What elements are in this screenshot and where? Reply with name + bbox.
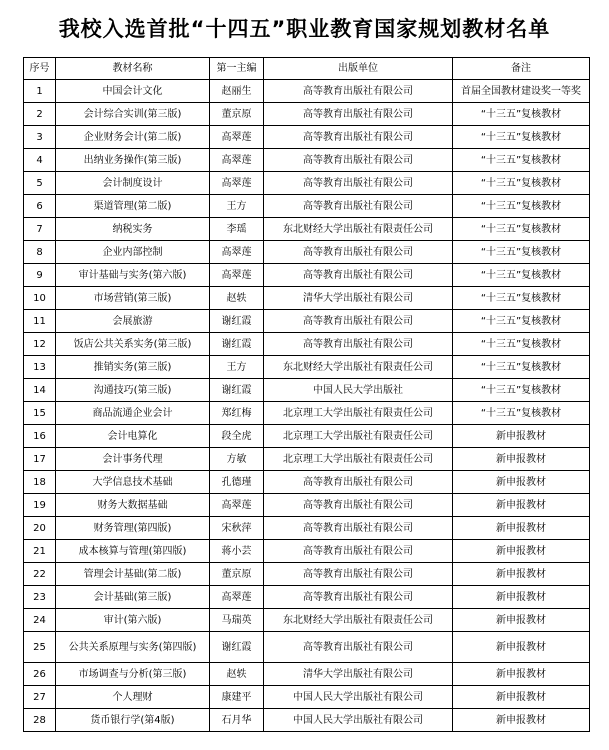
- publisher-cell: 高等教育出版社有限公司: [264, 563, 453, 586]
- table-row: [24, 241, 590, 264]
- row-no-cell: 22: [24, 563, 56, 586]
- chief-editor-cell: 高翠莲: [210, 172, 264, 195]
- table-body: [24, 80, 590, 732]
- publisher-cell: 高等教育出版社有限公司: [264, 126, 453, 149]
- textbook-name-cell: 会展旅游: [56, 310, 210, 333]
- textbook-name-cell: 管理会计基础(第二版): [56, 563, 210, 586]
- textbook-name-cell: 市场营销(第三版): [56, 287, 210, 310]
- table-row: [24, 287, 590, 310]
- table-row: [24, 379, 590, 402]
- chief-editor-cell: 高翠莲: [210, 241, 264, 264]
- publisher-cell: 高等教育出版社有限公司: [264, 310, 453, 333]
- table-row: [24, 356, 590, 379]
- table-row: [24, 126, 590, 149]
- publisher-cell: 北京理工大学出版社有限责任公司: [264, 425, 453, 448]
- chief-editor-cell: 方敏: [210, 448, 264, 471]
- row-no-cell: 18: [24, 471, 56, 494]
- chief-editor-cell: 段全虎: [210, 425, 264, 448]
- remarks-cell: “十三五”复核教材: [453, 402, 590, 425]
- textbook-name-cell: 推销实务(第三版): [56, 356, 210, 379]
- textbook-name-cell: 中国会计文化: [56, 80, 210, 103]
- textbook-name-cell: 渠道管理(第二版): [56, 195, 210, 218]
- table-row: [24, 218, 590, 241]
- table-row: [24, 103, 590, 126]
- table-row: [24, 195, 590, 218]
- textbook-name-cell: 出纳业务操作(第三版): [56, 149, 210, 172]
- row-no-cell: 4: [24, 149, 56, 172]
- row-no-cell: 12: [24, 333, 56, 356]
- publisher-cell: 北京理工大学出版社有限责任公司: [264, 448, 453, 471]
- textbook-name-cell: 货币银行学(第4版): [56, 709, 210, 732]
- chief-editor-cell: 高翠莲: [210, 126, 264, 149]
- publisher-cell: 高等教育出版社有限公司: [264, 632, 453, 663]
- remarks-cell: “十三五”复核教材: [453, 241, 590, 264]
- chief-editor-cell: 董京原: [210, 103, 264, 126]
- row-no-cell: 9: [24, 264, 56, 287]
- publisher-cell: 高等教育出版社有限公司: [264, 494, 453, 517]
- chief-editor-cell: 马瑞英: [210, 609, 264, 632]
- row-no-cell: 27: [24, 686, 56, 709]
- table-row: [24, 402, 590, 425]
- remarks-cell: 新申报教材: [453, 425, 590, 448]
- remarks-cell: “十三五”复核教材: [453, 356, 590, 379]
- table-row: [24, 709, 590, 732]
- textbook-name-cell: 会计综合实训(第三版): [56, 103, 210, 126]
- table-row: [24, 333, 590, 356]
- textbook-name-cell: 沟通技巧(第三版): [56, 379, 210, 402]
- chief-editor-cell: 郑红梅: [210, 402, 264, 425]
- row-no-cell: 23: [24, 586, 56, 609]
- publisher-cell: 中国人民大学出版社有限公司: [264, 709, 453, 732]
- remarks-cell: 新申报教材: [453, 448, 590, 471]
- chief-editor-cell: 王方: [210, 356, 264, 379]
- row-no-cell: 10: [24, 287, 56, 310]
- table-row: [24, 448, 590, 471]
- publisher-cell: 高等教育出版社有限公司: [264, 333, 453, 356]
- remarks-cell: 新申报教材: [453, 586, 590, 609]
- textbook-name-cell: 会计制度设计: [56, 172, 210, 195]
- textbook-name-cell: 纳税实务: [56, 218, 210, 241]
- textbook-name-cell: 大学信息技术基础: [56, 471, 210, 494]
- chief-editor-cell: 谢红霞: [210, 632, 264, 663]
- row-no-cell: 1: [24, 80, 56, 103]
- textbook-name-cell: 财务大数据基础: [56, 494, 210, 517]
- publisher-cell: 清华大学出版社有限公司: [264, 663, 453, 686]
- table-row: [24, 663, 590, 686]
- chief-editor-cell: 李瑶: [210, 218, 264, 241]
- row-no-cell: 3: [24, 126, 56, 149]
- textbook-name-cell: 企业财务会计(第二版): [56, 126, 210, 149]
- publisher-cell: 高等教育出版社有限公司: [264, 149, 453, 172]
- remarks-cell: “十三五”复核教材: [453, 172, 590, 195]
- table-row: [24, 310, 590, 333]
- table-row: [24, 632, 590, 663]
- row-no-cell: 2: [24, 103, 56, 126]
- remarks-cell: “十三五”复核教材: [453, 264, 590, 287]
- chief-editor-cell: 高翠莲: [210, 264, 264, 287]
- textbook-name-cell: 饭店公共关系实务(第三版): [56, 333, 210, 356]
- publisher-cell: 高等教育出版社有限公司: [264, 471, 453, 494]
- publisher-cell: 高等教育出版社有限公司: [264, 517, 453, 540]
- chief-editor-cell: 孔德瑾: [210, 471, 264, 494]
- publisher-cell: 高等教育出版社有限公司: [264, 103, 453, 126]
- textbook-name-cell: 会计电算化: [56, 425, 210, 448]
- publisher-cell: 高等教育出版社有限公司: [264, 195, 453, 218]
- publisher-cell: 高等教育出版社有限公司: [264, 586, 453, 609]
- chief-editor-cell: 高翠莲: [210, 586, 264, 609]
- textbook-name-cell: 公共关系原理与实务(第四版): [56, 632, 210, 663]
- chief-editor-cell: 康建平: [210, 686, 264, 709]
- publisher-cell: 中国人民大学出版社有限公司: [264, 686, 453, 709]
- table-row: [24, 609, 590, 632]
- row-no-cell: 24: [24, 609, 56, 632]
- row-no-cell: 28: [24, 709, 56, 732]
- chief-editor-cell: 石月华: [210, 709, 264, 732]
- chief-editor-cell: 宋秋萍: [210, 517, 264, 540]
- remarks-cell: 新申报教材: [453, 517, 590, 540]
- chief-editor-cell: 董京原: [210, 563, 264, 586]
- row-no-cell: 19: [24, 494, 56, 517]
- remarks-cell: “十三五”复核教材: [453, 310, 590, 333]
- remarks-cell: “十三五”复核教材: [453, 195, 590, 218]
- table-header-row: [24, 58, 590, 80]
- remarks-cell: “十三五”复核教材: [453, 103, 590, 126]
- publisher-cell: 东北财经大学出版社有限责任公司: [264, 218, 453, 241]
- row-no-cell: 6: [24, 195, 56, 218]
- table-row: [24, 425, 590, 448]
- remarks-cell: “十三五”复核教材: [453, 218, 590, 241]
- textbook-name-cell: 财务管理(第四版): [56, 517, 210, 540]
- chief-editor-cell: 蒋小芸: [210, 540, 264, 563]
- chief-editor-cell: 谢红霞: [210, 379, 264, 402]
- row-no-cell: 17: [24, 448, 56, 471]
- publisher-cell: 中国人民大学出版社: [264, 379, 453, 402]
- publisher-cell: 高等教育出版社有限公司: [264, 241, 453, 264]
- table-row: [24, 80, 590, 103]
- chief-editor-cell: 谢红霞: [210, 333, 264, 356]
- row-no-cell: 15: [24, 402, 56, 425]
- textbook-name-cell: 会计基础(第三版): [56, 586, 210, 609]
- publisher-cell: 东北财经大学出版社有限责任公司: [264, 609, 453, 632]
- publisher-cell: 北京理工大学出版社有限责任公司: [264, 402, 453, 425]
- row-no-cell: 14: [24, 379, 56, 402]
- header-chief-editor: 第一主编: [210, 58, 264, 80]
- textbook-name-cell: 企业内部控制: [56, 241, 210, 264]
- table-row: [24, 517, 590, 540]
- table-row: [24, 586, 590, 609]
- row-no-cell: 11: [24, 310, 56, 333]
- row-no-cell: 7: [24, 218, 56, 241]
- remarks-cell: 首届全国教材建设奖一等奖: [453, 80, 590, 103]
- publisher-cell: 高等教育出版社有限公司: [264, 172, 453, 195]
- chief-editor-cell: 高翠莲: [210, 149, 264, 172]
- textbook-name-cell: 成本核算与管理(第四版): [56, 540, 210, 563]
- table-row: [24, 149, 590, 172]
- remarks-cell: 新申报教材: [453, 663, 590, 686]
- table-row: [24, 540, 590, 563]
- remarks-cell: 新申报教材: [453, 609, 590, 632]
- table-row: [24, 172, 590, 195]
- publisher-cell: 清华大学出版社有限公司: [264, 287, 453, 310]
- remarks-cell: 新申报教材: [453, 471, 590, 494]
- chief-editor-cell: 谢红霞: [210, 310, 264, 333]
- textbook-name-cell: 商品流通企业会计: [56, 402, 210, 425]
- publisher-cell: 高等教育出版社有限公司: [264, 264, 453, 287]
- remarks-cell: “十三五”复核教材: [453, 333, 590, 356]
- row-no-cell: 5: [24, 172, 56, 195]
- remarks-cell: 新申报教材: [453, 686, 590, 709]
- row-no-cell: 25: [24, 632, 56, 663]
- header-remarks: 备注: [453, 58, 590, 80]
- table-row: [24, 686, 590, 709]
- row-no-cell: 20: [24, 517, 56, 540]
- header-no: 序号: [24, 58, 56, 80]
- remarks-cell: “十三五”复核教材: [453, 126, 590, 149]
- chief-editor-cell: 王方: [210, 195, 264, 218]
- textbook-name-cell: 个人理财: [56, 686, 210, 709]
- row-no-cell: 21: [24, 540, 56, 563]
- table-row: [24, 494, 590, 517]
- textbook-name-cell: 市场调查与分析(第三版): [56, 663, 210, 686]
- remarks-cell: 新申报教材: [453, 563, 590, 586]
- chief-editor-cell: 赵轶: [210, 287, 264, 310]
- publisher-cell: 东北财经大学出版社有限责任公司: [264, 356, 453, 379]
- table-row: [24, 563, 590, 586]
- publisher-cell: 高等教育出版社有限公司: [264, 540, 453, 563]
- table-row: [24, 264, 590, 287]
- page-title: 我校入选首批“十四五”职业教育国家规划教材名单: [58, 17, 551, 41]
- chief-editor-cell: 赵丽生: [210, 80, 264, 103]
- chief-editor-cell: 赵轶: [210, 663, 264, 686]
- textbook-name-cell: 会计事务代理: [56, 448, 210, 471]
- remarks-cell: “十三五”复核教材: [453, 149, 590, 172]
- remarks-cell: 新申报教材: [453, 632, 590, 663]
- textbook-name-cell: 审计(第六版): [56, 609, 210, 632]
- row-no-cell: 26: [24, 663, 56, 686]
- remarks-cell: 新申报教材: [453, 709, 590, 732]
- textbook-table: [23, 57, 590, 732]
- remarks-cell: 新申报教材: [453, 494, 590, 517]
- table-row: [24, 471, 590, 494]
- publisher-cell: 高等教育出版社有限公司: [264, 80, 453, 103]
- textbook-name-cell: 审计基础与实务(第六版): [56, 264, 210, 287]
- header-textbook-name: 教材名称: [56, 58, 210, 80]
- remarks-cell: 新申报教材: [453, 540, 590, 563]
- header-publisher: 出版单位: [264, 58, 453, 80]
- row-no-cell: 16: [24, 425, 56, 448]
- row-no-cell: 13: [24, 356, 56, 379]
- remarks-cell: “十三五”复核教材: [453, 287, 590, 310]
- row-no-cell: 8: [24, 241, 56, 264]
- chief-editor-cell: 高翠莲: [210, 494, 264, 517]
- remarks-cell: “十三五”复核教材: [453, 379, 590, 402]
